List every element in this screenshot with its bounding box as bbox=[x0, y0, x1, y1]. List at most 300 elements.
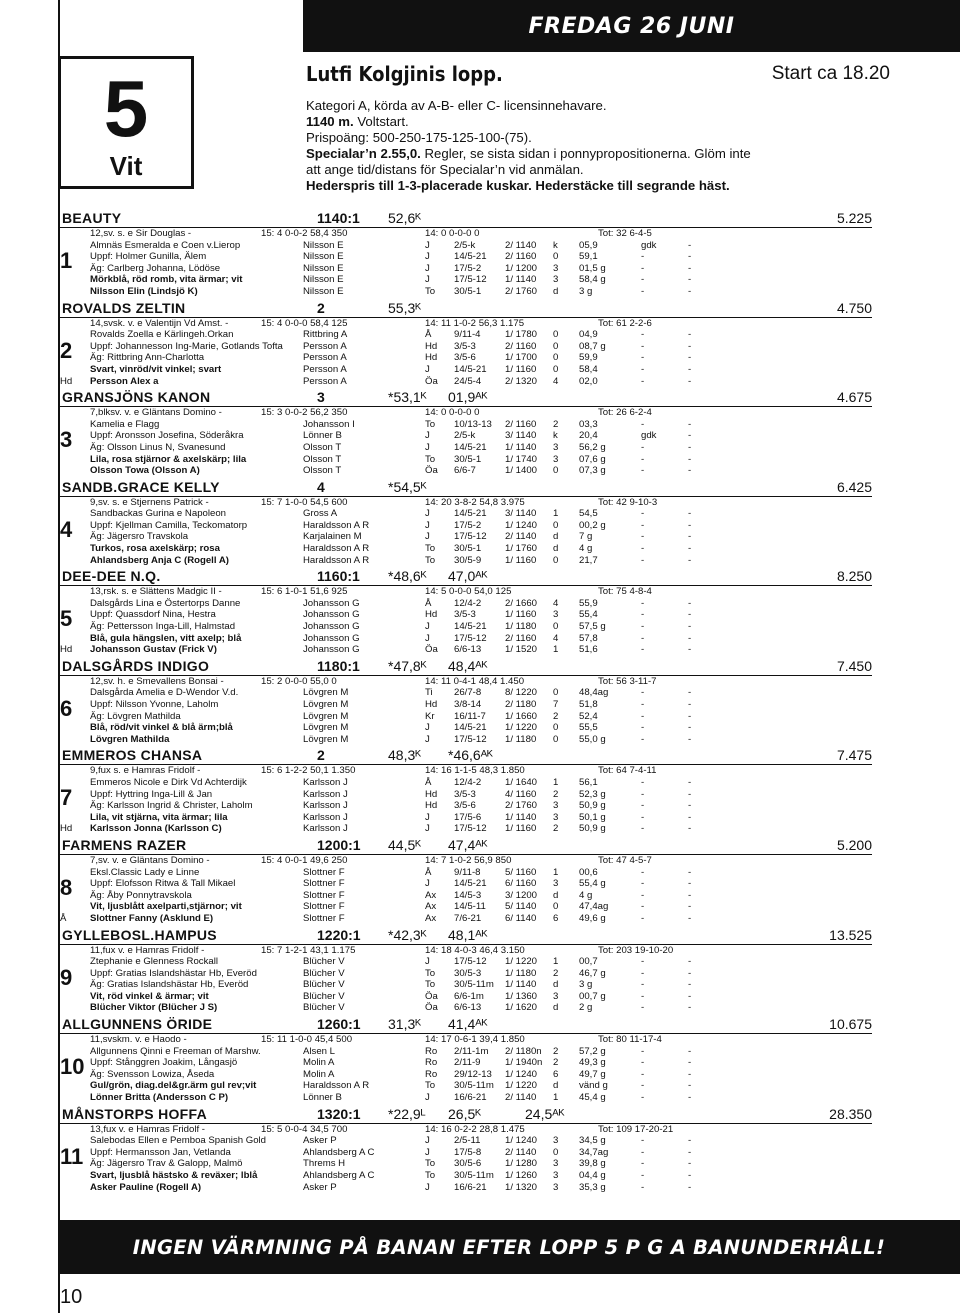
row-cell: 1 bbox=[553, 776, 559, 788]
horse-row bbox=[58, 644, 872, 656]
row-cell: 1/ 1640 bbox=[505, 776, 538, 788]
page-number: 10 bbox=[60, 1286, 83, 1308]
row-cell: Å bbox=[425, 866, 432, 878]
row-cell: - bbox=[688, 285, 692, 297]
horse-name: BEAUTY bbox=[62, 210, 122, 226]
horse-earnings: 28.350 bbox=[829, 1105, 872, 1122]
row-cell: Lönner B bbox=[303, 1092, 342, 1104]
horse-header bbox=[58, 658, 872, 675]
row-cell: - bbox=[688, 776, 692, 788]
horse-row bbox=[58, 376, 872, 388]
row-cell: 14/5-3 bbox=[454, 889, 482, 901]
row-cell: J bbox=[425, 531, 430, 543]
row-cell: Lönner Britta (Andersson C P) bbox=[90, 1092, 229, 1104]
row-cell: 1 bbox=[553, 644, 559, 656]
row-cell: 51,6 bbox=[579, 644, 598, 656]
race-number-box bbox=[58, 56, 194, 189]
horse-rows bbox=[58, 765, 872, 835]
post-position: 1 bbox=[60, 248, 73, 273]
row-cell: Almnäs Esmeralda e Coen v.Lierop bbox=[90, 239, 241, 251]
row-cell: - bbox=[688, 800, 692, 812]
row-cell: Rittbring A bbox=[303, 329, 348, 341]
row-cell: 1/ 1660 bbox=[505, 710, 538, 722]
row-cell: - bbox=[641, 632, 645, 644]
row-cell: Lönner B bbox=[303, 430, 342, 442]
row-cell: Persson Alex a bbox=[90, 375, 159, 387]
row-cell: 1 bbox=[553, 508, 559, 520]
row-cell: 0 bbox=[553, 1146, 559, 1158]
row-cell: 3/8-14 bbox=[454, 699, 482, 710]
row-cell: 3/ 1140 bbox=[505, 508, 537, 520]
row-cell: 3 bbox=[553, 1181, 559, 1193]
row-cell: 9/11-4 bbox=[454, 329, 481, 341]
row-cell: Persson A bbox=[303, 375, 347, 387]
row-cell: - bbox=[688, 543, 692, 555]
horse-row bbox=[58, 364, 872, 376]
row-cell: - bbox=[688, 912, 692, 924]
row-cell: Uppf: Hyttring Inga-Lill & Jan bbox=[90, 788, 213, 800]
row-cell: - bbox=[641, 1045, 645, 1057]
row-cell: 2/5-k bbox=[454, 430, 476, 442]
horse-earnings: 13.525 bbox=[829, 926, 872, 943]
post-position: 9 bbox=[60, 964, 73, 990]
row-cell: - bbox=[641, 1170, 645, 1181]
row-cell: 14/5-21 bbox=[454, 441, 487, 453]
notice-banner: INGEN VÄRMNING PÅ BANAN EFTER LOPP 5 P G A BANUNDERHÅLL! bbox=[58, 1220, 960, 1274]
row-cell: 17/5-8 bbox=[454, 1146, 482, 1158]
horse-header bbox=[58, 300, 872, 317]
row-cell: J bbox=[425, 722, 430, 734]
row-cell: - bbox=[641, 508, 645, 520]
horse-row bbox=[58, 945, 872, 957]
row-cell: - bbox=[641, 733, 645, 745]
row-cell: - bbox=[641, 1158, 645, 1170]
horse-name: GYLLEBOSL.HAMPUS bbox=[62, 926, 217, 943]
horse-row bbox=[58, 765, 872, 777]
horse-row bbox=[58, 263, 872, 275]
start-time: Start ca 18.20 bbox=[771, 63, 890, 84]
row-cell: - bbox=[641, 823, 645, 835]
horse-row bbox=[58, 621, 872, 633]
horse-earnings: 6.425 bbox=[836, 478, 872, 495]
row-cell: Allgunnens Qinni e Freeman of Marshw. bbox=[90, 1045, 261, 1057]
horse-rows bbox=[58, 855, 872, 925]
row-cell: 2 bbox=[553, 967, 559, 979]
row-cell: - bbox=[641, 901, 645, 913]
post-note: Hd bbox=[60, 823, 73, 835]
row-cell: - bbox=[688, 710, 692, 722]
row-cell: Nilsson Elin (Lindsjö K) bbox=[90, 285, 198, 297]
row-cell: 07,3 g bbox=[579, 465, 606, 477]
row-cell: 30/5-11m bbox=[454, 1080, 494, 1092]
row-cell: 16/11-7 bbox=[454, 710, 486, 722]
row-cell: 34,5 g bbox=[579, 1135, 606, 1147]
row-cell: Blücher V bbox=[303, 956, 345, 968]
horse-name: ROVALDS ZELTIN bbox=[62, 299, 186, 316]
row-cell: 2 bbox=[553, 1057, 559, 1069]
row-cell: Johansson G bbox=[303, 621, 360, 633]
row-cell: Lövgren M bbox=[303, 710, 349, 722]
row-cell: - bbox=[641, 1057, 645, 1069]
horse-row bbox=[58, 913, 872, 925]
horse-row bbox=[58, 890, 872, 902]
row-cell: 2/ 1180 bbox=[505, 699, 537, 710]
row-cell: 00,6 bbox=[579, 866, 598, 878]
horse-row bbox=[58, 240, 872, 252]
row-cell: 24/5-4 bbox=[454, 375, 482, 387]
row-cell: 3 g bbox=[579, 285, 593, 297]
horse-row bbox=[58, 228, 872, 240]
row-cell: 01,5 g bbox=[579, 262, 606, 274]
horse-row bbox=[58, 968, 872, 980]
row-cell: 2/ 1140 bbox=[505, 1146, 537, 1158]
horse-row bbox=[58, 274, 872, 286]
row-cell: - bbox=[688, 441, 692, 453]
row-cell: - bbox=[641, 1092, 645, 1104]
condition-line bbox=[306, 98, 751, 114]
row-cell: 3/5-3 bbox=[454, 788, 476, 800]
row-cell: J bbox=[425, 363, 430, 375]
row-cell: - bbox=[688, 979, 692, 991]
horse-row bbox=[58, 520, 872, 532]
row-cell: - bbox=[641, 710, 645, 722]
row-cell: - bbox=[641, 609, 645, 621]
post-position: 6 bbox=[60, 695, 73, 721]
row-cell: Hd bbox=[425, 340, 438, 352]
row-cell: Gross A bbox=[303, 508, 338, 520]
row-cell: Nilsson E bbox=[303, 251, 344, 263]
horse-header bbox=[58, 837, 872, 854]
horse-earnings: 8.250 bbox=[836, 568, 872, 585]
row-cell: 00,2 g bbox=[579, 519, 606, 531]
horse-row bbox=[58, 1034, 872, 1046]
row-cell: 7 bbox=[553, 699, 559, 710]
row-cell: 50,9 g bbox=[579, 823, 606, 835]
row-cell: Karlsson J bbox=[303, 811, 348, 823]
row-cell: 03,3 bbox=[579, 418, 598, 430]
horse-distance: 1260:1 bbox=[317, 1016, 361, 1033]
row-cell: 15: 7 1-0-0 54,5 600 bbox=[261, 496, 348, 508]
horse-row bbox=[58, 1182, 872, 1194]
row-cell: J bbox=[425, 441, 430, 453]
row-cell: Ahlandsberg Anja C (Rogell A) bbox=[90, 554, 229, 566]
row-cell: To bbox=[425, 418, 436, 430]
row-cell: Johansson G bbox=[303, 609, 360, 621]
horse-name: MÅNSTORPS HOFFA bbox=[62, 1105, 208, 1122]
row-cell: Uppf: Quassdorf Nina, Hestra bbox=[90, 609, 216, 621]
row-cell: To bbox=[425, 967, 436, 979]
row-cell: - bbox=[641, 329, 645, 341]
row-cell: J bbox=[425, 1181, 430, 1193]
horse-entry bbox=[58, 479, 872, 567]
row-cell: 17/5-12 bbox=[454, 632, 487, 644]
row-cell: Nilsson E bbox=[303, 262, 344, 274]
row-cell: - bbox=[641, 621, 645, 633]
row-cell: 2/ 1160 bbox=[505, 418, 537, 430]
horse-header bbox=[58, 1106, 872, 1123]
row-cell: 0 bbox=[553, 621, 559, 633]
row-cell: Asker P bbox=[303, 1135, 337, 1147]
row-cell: 12/4-2 bbox=[454, 597, 482, 609]
row-cell: 55,4 g bbox=[579, 878, 606, 890]
row-cell: - bbox=[688, 1135, 692, 1147]
row-cell: - bbox=[688, 352, 692, 364]
row-cell: 4 bbox=[553, 597, 559, 609]
horse-row bbox=[58, 1092, 872, 1104]
horse-record: *42,3ᴷ bbox=[388, 926, 427, 943]
row-cell: 2/ 1760 bbox=[505, 285, 538, 297]
row-cell: 0 bbox=[553, 465, 559, 477]
horse-row bbox=[58, 430, 872, 442]
row-cell: k bbox=[553, 239, 558, 251]
horse-entry bbox=[58, 210, 872, 298]
row-cell: - bbox=[641, 352, 645, 364]
horse-name: DEE-DEE N.Q. bbox=[62, 568, 161, 585]
row-cell: 1/ 1780 bbox=[505, 329, 538, 341]
row-cell: 59,9 bbox=[579, 352, 598, 364]
post-note: Hd bbox=[60, 375, 73, 387]
row-cell: 0 bbox=[553, 329, 559, 341]
row-cell: - bbox=[688, 866, 692, 878]
row-cell: Alsen L bbox=[303, 1045, 335, 1057]
row-cell: 10/13-13 bbox=[454, 418, 492, 430]
horse-row bbox=[58, 956, 872, 968]
row-cell: 46,7 g bbox=[579, 967, 606, 979]
horse-entry bbox=[58, 658, 872, 746]
row-cell: 1/ 1400 bbox=[505, 465, 538, 477]
row-cell: - bbox=[688, 239, 692, 251]
row-cell: Slottner F bbox=[303, 878, 345, 890]
row-cell: - bbox=[641, 262, 645, 274]
race-color: Vit bbox=[109, 151, 143, 181]
row-cell: 0 bbox=[553, 352, 559, 364]
row-cell: Johansson Gustav (Frick V) bbox=[90, 644, 217, 656]
row-cell: 49,3 g bbox=[579, 1057, 606, 1069]
row-cell: Blücher V bbox=[303, 1002, 345, 1014]
row-cell: d bbox=[553, 543, 559, 555]
row-cell: - bbox=[688, 878, 692, 890]
horse-entry bbox=[58, 389, 872, 477]
horse-entry bbox=[58, 568, 872, 656]
row-cell: 5/ 1140 bbox=[505, 901, 537, 913]
row-cell: 58,4 g bbox=[579, 274, 606, 286]
row-cell: - bbox=[641, 453, 645, 465]
horse-row bbox=[58, 800, 872, 812]
row-cell: 1/ 1240 bbox=[505, 1135, 538, 1147]
post-position: 8 bbox=[60, 874, 73, 900]
row-cell: 5/ 1160 bbox=[505, 866, 537, 878]
horse-earnings: 7.475 bbox=[836, 747, 872, 764]
row-cell: Blücher V bbox=[303, 979, 345, 991]
row-cell: 16/6-21 bbox=[454, 1092, 487, 1104]
row-cell: 2/ 1180n bbox=[505, 1045, 542, 1057]
row-cell: Uppf: Kjellman Camilla, Teckomatorp bbox=[90, 519, 248, 531]
condition-text: Voltstart. bbox=[353, 114, 409, 129]
horse-distance: 1200:1 bbox=[317, 836, 361, 853]
horse-earnings: 10.675 bbox=[829, 1016, 872, 1033]
condition-text: att ange tid/distans för Specialar’n vid anmälan. bbox=[306, 162, 584, 177]
row-cell: 3 bbox=[553, 1170, 559, 1181]
horse-distance: 2 bbox=[317, 299, 325, 316]
horse-distance: 1320:1 bbox=[317, 1105, 361, 1122]
row-cell: 14: 7 1-0-2 56,9 850 bbox=[425, 854, 512, 866]
horse-distance: 1180:1 bbox=[317, 657, 360, 674]
row-cell: 30/5-11m bbox=[454, 1170, 494, 1181]
horse-row bbox=[58, 734, 872, 746]
horse-header bbox=[58, 210, 872, 227]
horse-row bbox=[58, 1124, 872, 1136]
row-cell: 3 bbox=[553, 990, 559, 1002]
row-cell: Kr bbox=[425, 710, 435, 722]
condition-text: 1140 m. bbox=[306, 114, 354, 129]
row-cell: 45,4 g bbox=[579, 1092, 606, 1104]
horse-name: GRANSJÖNS KANON bbox=[62, 389, 211, 406]
row-cell: d bbox=[553, 889, 559, 901]
row-cell: Vit, ljusblått axelparti,stjärnor; vit bbox=[90, 901, 242, 913]
row-cell: - bbox=[641, 889, 645, 901]
horse-record: 44,5ᴷ bbox=[388, 836, 422, 853]
row-cell: Äg: Olsson Linus N, Svanesund bbox=[90, 441, 226, 453]
row-cell: - bbox=[688, 1092, 692, 1104]
row-cell: Ro bbox=[425, 1045, 438, 1057]
row-cell: 1/ 1160 bbox=[505, 554, 537, 566]
row-cell: J bbox=[425, 811, 430, 823]
row-cell: vänd g bbox=[579, 1080, 608, 1092]
row-cell: Ro bbox=[425, 1057, 438, 1069]
row-cell: 2/ 1140 bbox=[505, 531, 537, 543]
horse-row bbox=[58, 465, 872, 477]
row-cell: J bbox=[425, 733, 430, 745]
row-cell: Asker Pauline (Rogell A) bbox=[90, 1181, 202, 1193]
row-cell: Äg: Jägersro Travskola bbox=[90, 531, 189, 543]
horse-record-2: 47,0ᴬᴷ bbox=[448, 568, 488, 585]
horse-row bbox=[58, 789, 872, 801]
row-cell: - bbox=[688, 632, 692, 644]
horse-row bbox=[58, 352, 872, 364]
row-cell: Haraldsson A R bbox=[303, 543, 370, 555]
row-cell: 2/5-k bbox=[454, 239, 476, 251]
row-cell: 2/5-11 bbox=[454, 1135, 481, 1147]
row-cell: - bbox=[688, 1002, 692, 1014]
row-cell: Threms H bbox=[303, 1158, 346, 1170]
row-cell: - bbox=[688, 1045, 692, 1057]
row-cell: Äg: Lövgren Mathilda bbox=[90, 710, 181, 722]
horse-record-2: 48,4ᴬᴷ bbox=[448, 657, 488, 674]
row-cell: 57,5 g bbox=[579, 621, 606, 633]
post-position: 10 bbox=[60, 1054, 85, 1080]
row-cell: 14/5-21 bbox=[454, 722, 487, 734]
row-cell: Persson A bbox=[303, 340, 347, 352]
row-cell: 2 g bbox=[579, 1002, 593, 1014]
row-cell: Persson A bbox=[303, 363, 347, 375]
row-cell: 26/7-8 bbox=[454, 687, 482, 699]
row-cell: 52,3 g bbox=[579, 788, 606, 800]
row-cell: 54,5 bbox=[579, 508, 598, 520]
horse-row bbox=[58, 531, 872, 543]
row-cell: 2/ 1160 bbox=[505, 340, 537, 352]
row-cell: Uppf: Johannesson Ing-Marie, Gotlands Tofta bbox=[90, 340, 283, 352]
horse-row bbox=[58, 586, 872, 598]
row-cell: 1/ 1160 bbox=[505, 363, 537, 375]
row-cell: Svart, vinröd/vit vinkel; svart bbox=[90, 363, 222, 375]
row-cell: Nilsson E bbox=[303, 239, 344, 251]
row-cell: 6 bbox=[553, 912, 559, 924]
row-cell: - bbox=[688, 733, 692, 745]
row-cell: Öa bbox=[425, 465, 438, 477]
row-cell: Tot: 56 3-11-7 bbox=[598, 675, 657, 687]
row-cell: - bbox=[688, 823, 692, 835]
row-cell: Slottner Fanny (Asklund E) bbox=[90, 912, 214, 924]
row-cell: 1/ 1220 bbox=[505, 956, 538, 968]
row-cell: - bbox=[641, 687, 645, 699]
row-cell: Olsson Towa (Olsson A) bbox=[90, 465, 200, 477]
row-cell: 16/6-21 bbox=[454, 1181, 487, 1193]
horse-entry bbox=[58, 837, 872, 925]
row-cell: 12,sv. s. e Sir Douglas - bbox=[90, 228, 192, 239]
row-cell: 4 g bbox=[579, 543, 593, 555]
row-cell: Öa bbox=[425, 990, 438, 1002]
horse-row bbox=[58, 1057, 872, 1069]
row-cell: - bbox=[688, 274, 692, 286]
horse-row bbox=[58, 497, 872, 509]
row-cell: Hd bbox=[425, 609, 438, 621]
row-cell: Johansson I bbox=[303, 418, 355, 430]
row-cell: 17/5-2 bbox=[454, 262, 482, 274]
horse-row bbox=[58, 711, 872, 723]
row-cell: Karlsson J bbox=[303, 823, 348, 835]
horse-record-2: 47,4ᴬᴷ bbox=[448, 836, 488, 853]
post-note: Hd bbox=[60, 644, 73, 656]
row-cell: 1 bbox=[553, 1092, 559, 1104]
horse-row bbox=[58, 1069, 872, 1081]
row-cell: 9,fux s. e Hamras Fridolf - bbox=[90, 765, 201, 777]
row-cell: 14: 18 4-0-3 46,4 3.150 bbox=[425, 944, 525, 956]
horse-record: *53,1ᴷ bbox=[388, 389, 427, 406]
race-title: Lutfi Kolgjinis lopp. bbox=[306, 62, 503, 86]
horse-row bbox=[58, 341, 872, 353]
row-cell: 56,1 bbox=[579, 776, 598, 788]
horse-name: SANDB.GRACE KELLY bbox=[62, 478, 220, 495]
horse-header bbox=[58, 927, 872, 944]
row-cell: 34,7ag bbox=[579, 1146, 609, 1158]
row-cell: - bbox=[688, 465, 692, 477]
row-cell: 4 bbox=[553, 375, 559, 387]
row-cell: Tot: 203 19-10-20 bbox=[598, 944, 674, 956]
horse-distance: 1140:1 bbox=[317, 210, 360, 226]
row-cell: 1/ 1280 bbox=[505, 1158, 538, 1170]
horse-record-2: 26,5ᴷ bbox=[448, 1105, 482, 1122]
row-cell: To bbox=[425, 543, 436, 555]
row-cell: gdk bbox=[641, 430, 657, 442]
row-cell: Emmeros Nicole e Dirk Vd Achterdijk bbox=[90, 776, 247, 788]
row-cell: Äg: Åby Ponnytravskola bbox=[90, 889, 192, 901]
row-cell: 56,2 g bbox=[579, 441, 606, 453]
horse-row bbox=[58, 508, 872, 520]
row-cell: 11,svskm. v. e Haodo - bbox=[90, 1034, 187, 1046]
horse-earnings: 5.200 bbox=[836, 836, 872, 853]
race-conditions bbox=[306, 98, 751, 194]
horse-row bbox=[58, 687, 872, 699]
row-cell: Hd bbox=[425, 788, 438, 800]
row-cell: 14/5-21 bbox=[454, 363, 487, 375]
row-cell: 3 bbox=[553, 262, 559, 274]
row-cell: 20,4 bbox=[579, 430, 598, 442]
row-cell: 21,7 bbox=[579, 554, 598, 566]
row-cell: 3 bbox=[553, 441, 559, 453]
row-cell: 3/ 1140 bbox=[505, 430, 537, 442]
row-cell: d bbox=[553, 1080, 559, 1092]
row-cell: 3 bbox=[553, 811, 559, 823]
